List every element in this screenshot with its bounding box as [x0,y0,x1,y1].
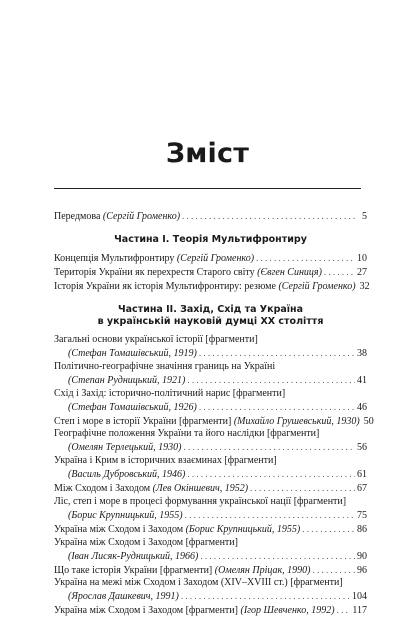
toc-entry-page: 27 [357,267,367,279]
toc-entry-title: Між Сходом і Заходом [54,483,153,495]
toc-entry[interactable] [54,388,367,415]
toc-entry-line [54,604,367,618]
toc-entry-title: Територія України як перехрестя Старого світу [54,267,258,279]
toc-entry-text [54,416,360,429]
part1-heading: Частина І. Теорія Мультифронтиру [114,233,307,245]
toc-entry-line [54,401,367,415]
toc-entry-author: (Михайло Грушевський, 1930) [233,415,360,427]
toc-entry[interactable] [54,523,367,537]
title-rule [54,188,361,189]
toc-entry-page: 104 [352,591,367,603]
dot-leader [337,604,351,618]
toc-entry[interactable] [54,428,367,455]
toc-entry-line [54,374,367,388]
toc-entry-author: (Сергій Громенко) [278,281,356,293]
toc-entry-title: Степ і море в історії України [фрагменти] [54,415,234,427]
toc-entry-page: 86 [357,523,367,535]
part1-entries [54,252,370,294]
toc-entry-author: (Стефан Томашівський, 1926) [68,401,197,413]
toc-entry-title: Україна і Крим в історичних взаєминах [фрагменти] [54,455,277,467]
toc-entry[interactable] [54,361,367,388]
toc-entry-title: Україна між Сходом і Заходом [54,523,186,535]
toc-entry-line [54,550,367,564]
dot-leader [200,550,355,564]
toc-entry-page: 41 [357,374,367,386]
toc-entry-page: 38 [357,348,367,360]
toc-entry[interactable] [54,604,367,618]
toc-entry-page: 90 [357,550,367,562]
dot-leader [313,564,355,578]
part2-entries [54,334,374,618]
dot-leader [187,374,355,388]
toc-entry-author: (Ігор Шевченко, 1992) [240,605,335,617]
toc-entry-text [54,281,356,294]
toc-entry-line [54,509,367,523]
dot-leader [324,266,355,280]
toc-entry-line [54,590,367,604]
table-of-contents [54,210,374,618]
dot-leader [256,252,355,266]
toc-entry-page: 117 [352,605,367,617]
toc-entry[interactable] [54,482,367,496]
dot-leader [182,210,355,224]
toc-entry-title: Україна між Сходом і Заходом [фрагменти] [54,536,238,548]
dot-leader [185,509,355,523]
toc-entry-title: Україна на межі між Сходом і Заходом (XIV–XVIII ст.) [фрагменти] [54,577,343,589]
toc-entry-author: (Лев Окіншевич, 1952) [152,483,249,495]
toc-entry-author: (Омелян Терлецький, 1930) [68,442,182,454]
toc-entry-title: Передмова [54,211,103,222]
toc-entry-page: 50 [363,415,374,427]
toc-entry-text [54,605,335,618]
toc-entry-text [54,267,322,280]
toc-entry-page: 46 [357,401,367,413]
toc-entry-text [54,524,300,537]
dot-leader [183,441,355,455]
dot-leader [199,347,355,361]
part2-heading-line2: в українській науковій думці ХХ століття [97,315,324,327]
toc-entry[interactable] [54,577,367,604]
toc-entry-line [54,564,367,578]
toc-entry-page: 61 [357,469,367,481]
toc-entry-page: 32 [359,281,370,293]
dot-leader [181,590,350,604]
toc-entry-text [54,253,254,266]
toc-entry-line [54,468,367,482]
toc-entry-title: Ліс, степ і море в процесі формування української нації [фрагменти] [54,496,347,507]
toc-entry-title: Схід і Захід: історично-політичний нарис [фрагменти] [54,387,286,399]
toc-entry-author: (Борис Крупницький, 1955) [68,509,183,521]
toc-entry-line [54,415,374,429]
toc-entry[interactable] [54,564,367,578]
toc-entry-page: 67 [357,483,367,495]
toc-entry[interactable] [54,280,370,294]
toc-entry-author: (Ярослав Дашкевич, 1991) [68,591,179,603]
toc-entry-line [54,347,367,361]
toc-entry-page: 96 [357,564,367,576]
toc-entry[interactable] [54,334,367,361]
toc-entry-title: Україна між Сходом і Заходом [фрагменти] [54,605,241,617]
toc-entry-text [54,483,248,496]
toc-entry-page: 75 [357,509,367,521]
toc-entry-line [54,523,367,537]
toc-entry-title: Загальні основи української історії [фрагменти] [54,334,258,346]
toc-entry-author: (Стефан Томашівський, 1919) [68,348,197,360]
toc-entry-page: 56 [357,442,367,454]
toc-entry[interactable] [54,537,367,564]
toc-entry-author: (Василь Дубровський, 1946) [68,469,186,481]
toc-entry-title: Географічне положення України та його наслідки [фрагменти] [54,428,320,440]
toc-entry-author: (Сергій Громенко) [102,211,181,222]
toc-entry-title: Політично-географічне значіння границь на Україні [54,360,276,372]
toc-entry-author: (Євген Синиця) [257,267,322,279]
page-title: Зміст [165,138,250,169]
toc-entry-line [54,441,367,455]
dot-leader [187,468,355,482]
part2-heading-line1: Частина ІІ. Захід, Схід та Україна [117,304,304,316]
toc-entry-page: 5 [362,211,367,222]
toc-entry-line [54,482,367,496]
toc-entry-text [54,565,311,578]
toc-entry-author: (Степан Рудницький, 1921) [68,374,186,386]
dot-leader [199,401,355,415]
toc-entry[interactable] [54,455,367,482]
toc-entry-title: Що таке історія України [фрагменти] [54,564,215,576]
dot-leader [302,523,355,537]
toc-entry-author: (Омелян Пріцак, 1990) [214,564,311,576]
toc-entry-page: 10 [357,253,367,265]
toc-entry-author: (Іван Лисяк-Рудницький, 1966) [68,550,199,562]
toc-entry-title: Історія України як історія Мультифронтиру: резюме [54,281,279,293]
toc-entry-author: (Сергій Громенко) [176,253,255,265]
toc-entry[interactable] [54,496,367,523]
toc-entry-intro[interactable] [54,210,367,224]
toc-entry[interactable] [54,266,367,280]
toc-entry-title: Концепція Мультифронтиру [54,253,177,265]
toc-entry[interactable] [54,252,367,266]
dot-leader [250,482,355,496]
toc-entry-author: (Борис Крупницький, 1955) [185,523,301,535]
toc-entry[interactable] [54,415,374,429]
